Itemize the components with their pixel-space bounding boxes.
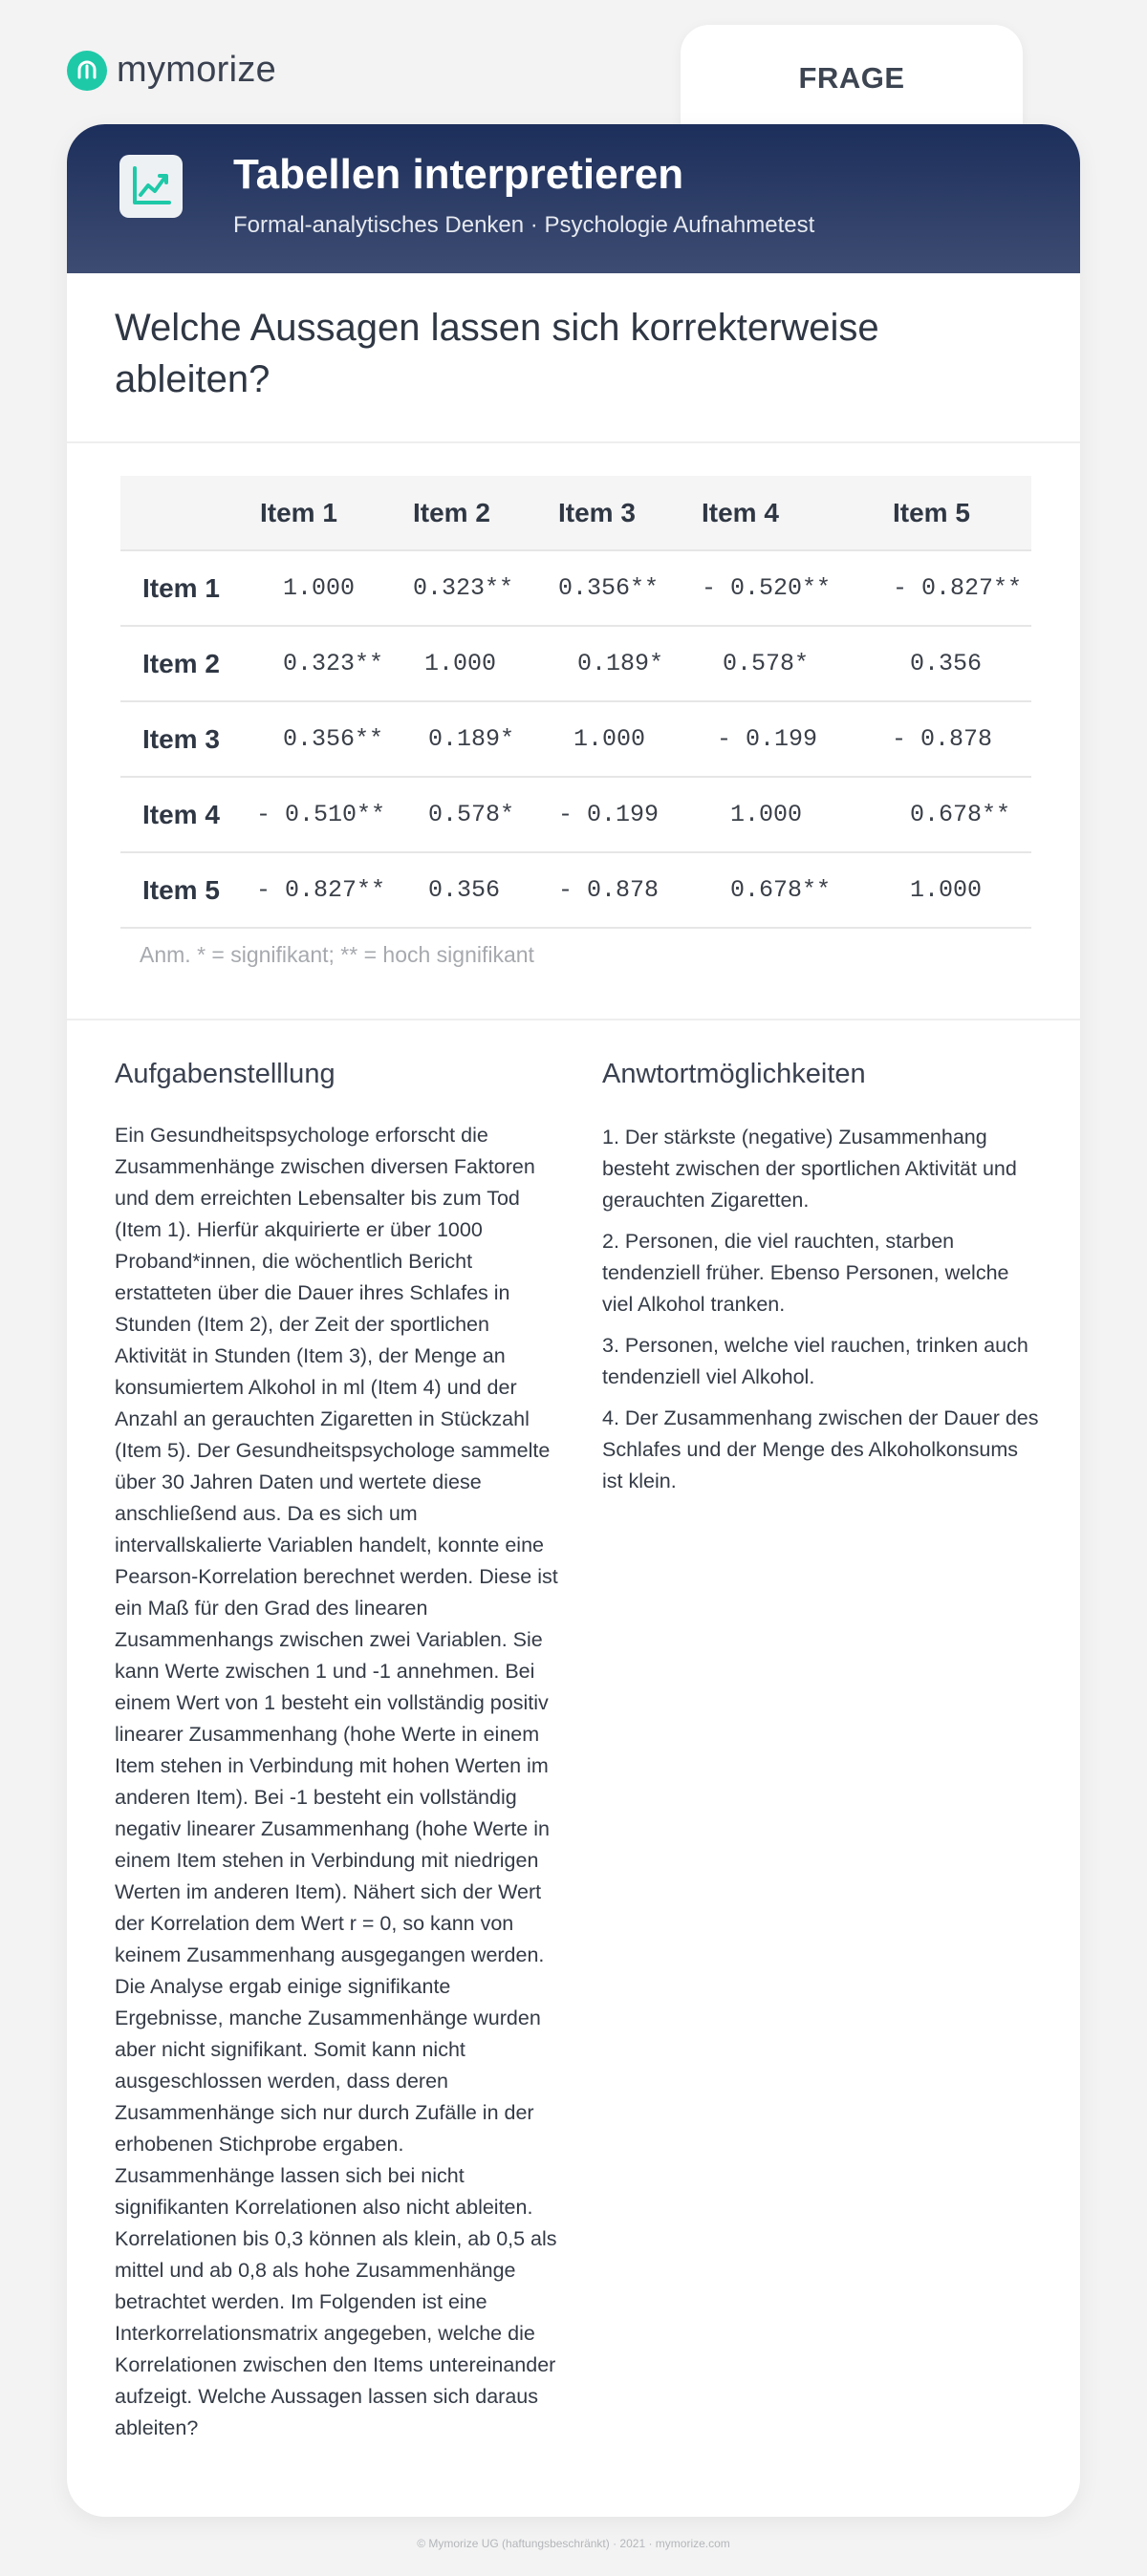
question-card	[67, 124, 1080, 2517]
table-cell: 0.189*	[558, 626, 702, 701]
table-cell: 0.356**	[558, 550, 702, 626]
answers-list	[602, 1122, 1042, 1507]
table-cell: 1.000	[869, 852, 1031, 928]
table-row	[120, 701, 1031, 777]
table-header-cell: Item 3	[558, 476, 702, 550]
table-cell: 1.000	[702, 777, 869, 852]
table-row	[120, 626, 1031, 701]
table-cell: 0.356**	[254, 701, 413, 777]
table-header-row	[120, 476, 1031, 550]
answer-option: 2. Personen, die viel rauchten, starben tendenziell früher. Ebenso Personen, welche viel Alkohol tranken.	[602, 1230, 1009, 1316]
table-cell: 1.000	[413, 626, 558, 701]
correlation-table	[120, 476, 1031, 929]
table-cell: - 0.827**	[869, 550, 1031, 626]
row-label: Item 4	[120, 777, 254, 852]
table-cell: 1.000	[254, 550, 413, 626]
table-row	[120, 852, 1031, 928]
table-header-cell: Item 1	[254, 476, 413, 550]
table-cell: - 0.199	[558, 777, 702, 852]
chart-line-icon	[119, 155, 183, 218]
table-cell: 0.678**	[702, 852, 869, 928]
task-text: Ein Gesundheitspsychologe erforscht die Zusammenhänge zwischen diversen Faktoren und dem erreichten Lebensalter bis zum Tod (Item 1). Hierfür akquirierte er über 1000 Proband*innen, die wöchentlich Bericht erstatteten über die Dauer ihres Schlafes in Stunden (Item 2), der Zeit der sportlichen Aktivität in Stunden (Item 3), der Menge an konsumiertem Alkohol in ml (Item 4) und der Anzahl an gerauchten Zigaretten in Stückzahl (Item 5). Der Gesundheitspsychologe sammelte über 30 Jahren Daten und wertete diese anschließend aus. Da es sich um intervallskalierte Variablen handelt, konnte eine Pearson-Korrelation berechnet werden. Diese ist ein Maß für den Grad des linearen Zusammenhangs zwischen zwei Variablen. Sie kann Werte zwischen 1 und -1 annehmen. Bei einem Wert von 1 besteht ein vollständig positiv linearer Zusammenhang (hohe Werte in einem Item stehen in Verbindung mit hohen Werten im anderen Item). Bei -1 besteht ein vollständig negativ linearer Zusammenhang (hohe Werte in einem Item stehen in Verbindung mit niedrigen Werten im anderen Item). Nähert sich der Wert der Korrelation dem Wert r = 0, so kann von keinem Zusammenhang ausgegangen werden. Die Analyse ergab einige signifikante Ergebnisse, manche Zusammenhänge wurden aber nicht signifikant. Somit kann nicht ausgeschlossen werden, dass deren Zusammenhänge sich nur durch Zufälle in der erhobenen Stichprobe ergaben. Zusammenhänge lassen sich bei nicht signifikanten Korrelationen also nicht ableiten. Korrelationen bis 0,3 können als klein, ab 0,5 als mittel und ab 0,8 als hohe Zusammenhänge betrachtet werden. Im Folgenden ist eine Interkorrelationsmatrix angegeben, welche die Korrelationen zwischen den Items untereinander aufzeigt. Welche Aussagen lassen sich daraus ableiten?	[115, 1124, 558, 2439]
answer-option: 4. Der Zusammenhang zwischen der Dauer des Schlafes und der Menge des Alkoholkonsums ist klein.	[602, 1406, 1039, 1492]
table-header-cell: Item 5	[869, 476, 1031, 550]
brand-logo[interactable]	[67, 50, 276, 91]
question-text: Welche Aussagen lassen sich korrekterweise ableiten?	[115, 307, 879, 400]
page-title: Tabellen interpretieren	[233, 151, 684, 198]
table-cell: 0.356	[413, 852, 558, 928]
row-label: Item 1	[120, 550, 254, 626]
answers-title: Anwtortmöglichkeiten	[602, 1059, 866, 1089]
table-cell: 0.323**	[254, 626, 413, 701]
table-cell: - 0.827**	[254, 852, 413, 928]
table-cell: 0.323**	[413, 550, 558, 626]
table-cell: 0.578*	[702, 626, 869, 701]
answer-option: 3. Personen, welche viel rauchen, trinken auch tendenziell viel Alkohol.	[602, 1334, 1028, 1388]
table-cell: 0.356	[869, 626, 1031, 701]
table-row	[120, 777, 1031, 852]
table-cell: - 0.199	[702, 701, 869, 777]
table-cell: - 0.510**	[254, 777, 413, 852]
table-cell: 0.678**	[869, 777, 1031, 852]
table-cell: - 0.878	[869, 701, 1031, 777]
table-cell: 1.000	[558, 701, 702, 777]
table-cell: - 0.878	[558, 852, 702, 928]
footer-text: © Mymorize UG (haftungsbeschränkt) · 2021 · mymorize.com	[417, 2537, 730, 2550]
row-label: Item 2	[120, 626, 254, 701]
table-cell: - 0.520**	[702, 550, 869, 626]
divider	[67, 441, 1080, 443]
answer-option: 1. Der stärkste (negative) Zusammenhang besteht zwischen der sportlichen Aktivität und gerauchten Zigaretten.	[602, 1126, 1017, 1212]
mymorize-logo-icon	[67, 51, 107, 91]
card-header	[67, 124, 1080, 273]
tab-frage-label: FRAGE	[798, 61, 905, 95]
row-label: Item 3	[120, 701, 254, 777]
brand-name: mymorize	[117, 50, 277, 90]
table-cell: 0.578*	[413, 777, 558, 852]
task-title: Aufgabenstelllung	[115, 1059, 335, 1089]
page-subtitle: Formal-analytisches Denken · Psychologie Aufnahmetest	[233, 212, 815, 238]
table-note: Anm. * = signifikant; ** = hoch signifikant	[140, 942, 534, 967]
table-cell: 0.189*	[413, 701, 558, 777]
divider	[67, 1019, 1080, 1020]
row-label: Item 5	[120, 852, 254, 928]
table-header-cell: Item 2	[413, 476, 558, 550]
table-header-cell: Item 4	[702, 476, 869, 550]
table-row	[120, 550, 1031, 626]
table-header-cell	[120, 476, 254, 550]
